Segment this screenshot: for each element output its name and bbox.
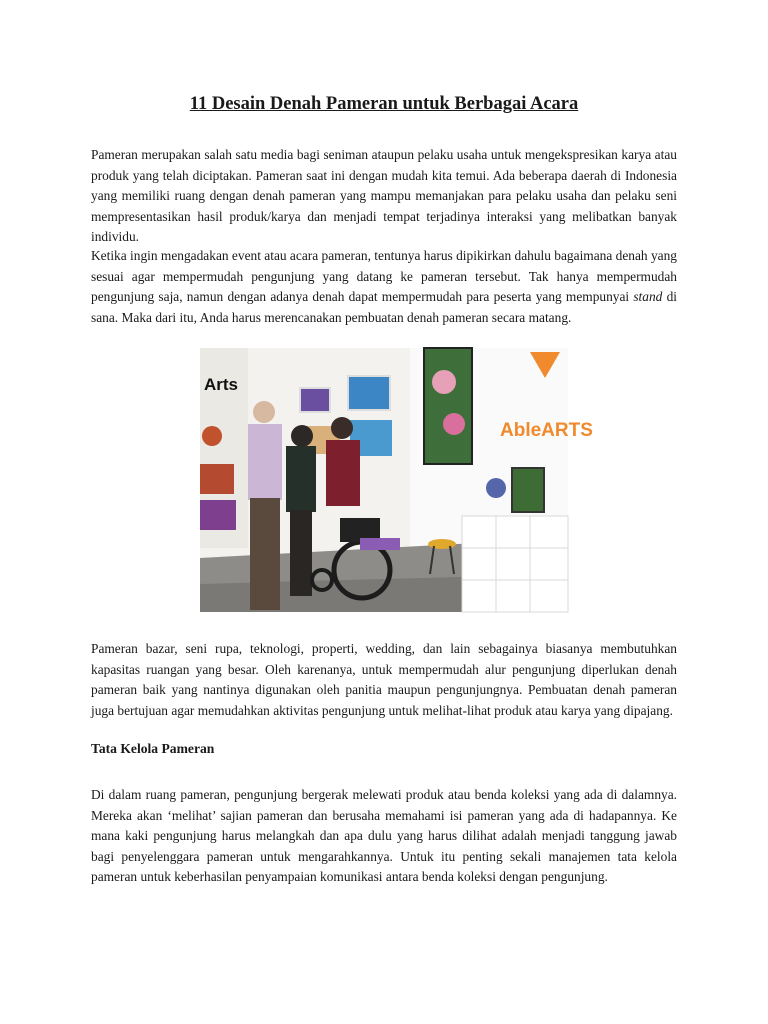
paragraph-exhibition-types: Pameran bazar, seni rupa, teknologi, properti, wedding, dan lain sebagainya biasanya membutuhkan kapasitas ruangan yang besar. Oleh karenanya, untuk mempermudah alur pengunjung diperlukan denah pameran baik yang nantinya digunakan oleh panitia maupun pengunjungnya. Pembuatan denah pameran juga bertujuan agar memudahkan aktivitas pengunjung untuk melihat-lihat produk atau karya yang dipajang. bbox=[91, 641, 677, 718]
paragraph-intro: Pameran merupakan salah satu media bagi seniman ataupun pelaku usaha untuk mengekspresikan karya atau produk yang telah diciptakan. Pameran saat ini dengan mudah kita temui. Ada beberapa daerah di Indonesia yang memiliki ruang dengan denah pameran yang mampu memanjakan para pelaku usaha dan pelaku seni mempresentasikan hasil produk/karya dan menjadi tempat terjadinya interaksi yang melibatkan banyak individu. bbox=[91, 147, 677, 244]
italic-word-stand: stand bbox=[633, 289, 663, 304]
sign-arts: Arts bbox=[204, 375, 239, 394]
paragraph-text: Ketika ingin mengadakan event atau acara pameran, tentunya harus dipikirkan dahulu bagaimana denah yang sesuai agar mempermudah pengunjung yang datang ke pameran tersebut. Tak hanya mempermudah pengunjung saja, namun dengan adanya denah dapat mempermudah para peserta yang mempunyai bbox=[91, 248, 677, 304]
paragraph-event-planning bbox=[91, 246, 677, 328]
paragraph-text: di sana. Maka dari itu, Anda harus merencanakan pembuatan denah pameran secara matang. bbox=[91, 289, 677, 325]
gallery-photo bbox=[200, 348, 593, 612]
paragraph-management: Di dalam ruang pameran, pengunjung bergerak melewati produk atau benda koleksi yang ada di dalamnya. Mereka akan ‘melihat’ sajian pameran dan berusaha memahami isi pameran yang ada di hadapannya. Ke mana kaki pengunjung harus melangkah dan apa dulu yang harus dilihat adalah menjadi tanggung jawab bagi penyelenggara pameran untuk mengarahkannya. Untuk itu penting sekali manajemen tata kelola pameran untuk keberhasilan penyampaian komunikasi antara benda koleksi dengan pengunjung. bbox=[91, 787, 677, 884]
document-title: 11 Desain Denah Pameran untuk Berbagai Acara bbox=[189, 94, 579, 114]
sign-ablearts: AbleARTS bbox=[500, 420, 593, 441]
section-heading: Tata Kelola Pameran bbox=[91, 741, 215, 756]
